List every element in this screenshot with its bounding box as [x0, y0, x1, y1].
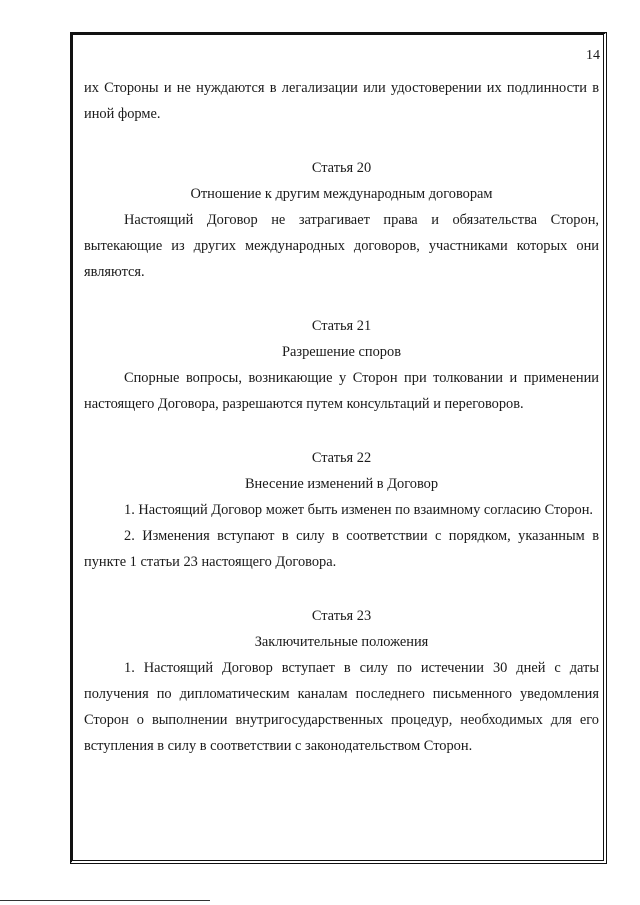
document-body	[84, 75, 599, 759]
article-20-title: Отношение к другим международным договорам	[190, 186, 493, 202]
article-23-number: Статья 23	[311, 608, 372, 624]
article-20-text: Настоящий Договор не затрагивает права и обязательства Сторон, вытекающие из других международных договоров, участниками которых они являются.	[84, 212, 599, 280]
article-23-title: Заключительные положения	[254, 634, 429, 650]
article-23-paragraph-1: 1. Настоящий Договор вступает в силу по истечении 30 дней с даты получения по дипломатическим каналам последнего письменного уведомления Сторон о выполнении внутригосударственных процедур, необходимых для его вступления в силу в соответствии с законодательством Сторон.	[84, 660, 599, 754]
article-22-number: Статья 22	[311, 450, 372, 466]
page-number: 14	[586, 48, 600, 63]
article-22-paragraph-1: 1. Настоящий Договор может быть изменен по взаимному согласию Сторон.	[124, 502, 594, 518]
article-21-text: Спорные вопросы, возникающие у Сторон при толковании и применении настоящего Договора, разрешаются путем консультаций и переговоров.	[84, 370, 599, 412]
article-22-title: Внесение изменений в Договор	[244, 476, 439, 492]
continuation-paragraph: их Стороны и не нуждаются в легализации или удостоверении их подлинности в иной форме.	[84, 80, 599, 122]
article-22-paragraph-2: 2. Изменения вступают в силу в соответствии с порядком, указанным в пункте 1 статьи 23 настоящего Договора.	[84, 528, 599, 570]
article-20-number: Статья 20	[311, 160, 372, 176]
footer-rule	[0, 900, 210, 901]
article-21-title: Разрешение споров	[282, 344, 401, 360]
article-21-number: Статья 21	[311, 318, 372, 334]
